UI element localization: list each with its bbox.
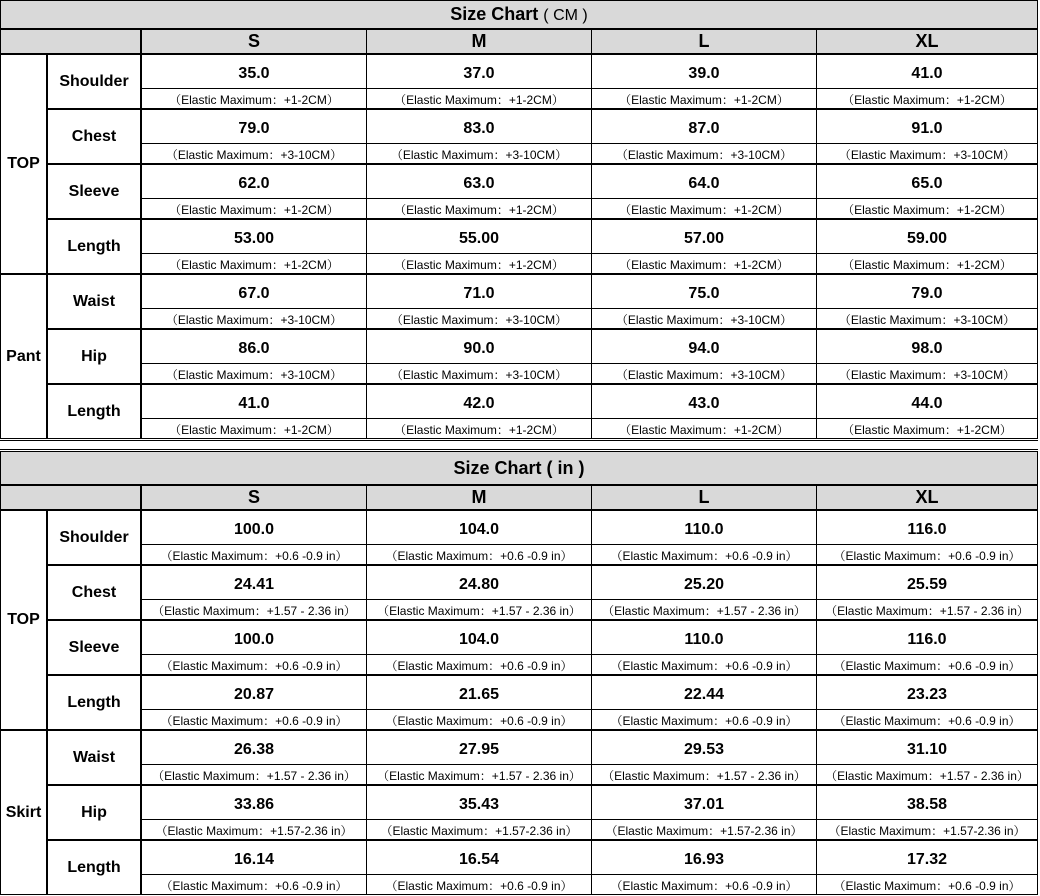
- elastic-note: （Elastic Maximum：+3-10CM）: [838, 148, 1016, 162]
- group-label-pant: Pant: [0, 274, 47, 439]
- measurement-value: 94.0: [688, 340, 720, 357]
- elastic-note: （Elastic Maximum：+1.57-2.36 in）: [380, 824, 578, 838]
- elastic-note: （Elastic Maximum：+1.57-2.36 in）: [605, 824, 803, 838]
- elastic-note: （Elastic Maximum：+1-2CM）: [619, 423, 789, 437]
- elastic-note: （Elastic Maximum：+0.6 -0.9 in）: [160, 659, 348, 673]
- elastic-note: （Elastic Maximum：+3-10CM）: [615, 368, 793, 382]
- elastic-note: （Elastic Maximum：+1-2CM）: [169, 93, 339, 107]
- header-corner-cell: [0, 485, 141, 510]
- measure-label-sleeve: Sleeve: [47, 164, 141, 219]
- elastic-note: （Elastic Maximum：+3-10CM）: [165, 313, 343, 327]
- table-cell: [141, 384, 367, 439]
- elastic-note: （Elastic Maximum：+1.57 - 2.36 in）: [377, 769, 581, 783]
- table-cell: [816, 840, 1038, 895]
- elastic-note: （Elastic Maximum：+1-2CM）: [169, 203, 339, 217]
- measurement-value: 104.0: [458, 631, 500, 648]
- size-header-s: S: [141, 485, 367, 510]
- measurement-value: 65.0: [911, 175, 943, 192]
- elastic-note: （Elastic Maximum：+0.6 -0.9 in）: [385, 714, 573, 728]
- elastic-note: （Elastic Maximum：+1.57 - 2.36 in）: [602, 604, 806, 618]
- elastic-note: （Elastic Maximum：+0.6 -0.9 in）: [160, 714, 348, 728]
- size-header-l: L: [591, 29, 817, 54]
- cell-divider: [367, 599, 591, 600]
- table-cell: [816, 620, 1038, 675]
- elastic-note: （Elastic Maximum：+3-10CM）: [390, 368, 568, 382]
- measurement-value: 75.0: [688, 285, 720, 302]
- table-cell: [366, 384, 592, 439]
- table-cell: [141, 510, 367, 565]
- measure-label-length: Length: [47, 675, 141, 730]
- elastic-note: （Elastic Maximum：+0.6 -0.9 in）: [385, 659, 573, 673]
- cell-divider: [817, 874, 1037, 875]
- measure-label-sleeve: Sleeve: [47, 620, 141, 675]
- cell-divider: [592, 599, 816, 600]
- table-cell: [816, 510, 1038, 565]
- table-cell: [816, 329, 1038, 384]
- measure-label-length: Length: [47, 384, 141, 439]
- elastic-note: （Elastic Maximum：+1.57 - 2.36 in）: [602, 769, 806, 783]
- cell-divider: [142, 874, 366, 875]
- table-cell: [141, 274, 367, 329]
- table-cell: [141, 565, 367, 620]
- elastic-note: （Elastic Maximum：+0.6 -0.9 in）: [610, 714, 798, 728]
- measure-label-shoulder: Shoulder: [47, 54, 141, 109]
- elastic-note: （Elastic Maximum：+3-10CM）: [615, 148, 793, 162]
- table-cell: [366, 510, 592, 565]
- measurement-value: 24.80: [458, 576, 500, 593]
- table-cell: [591, 510, 817, 565]
- cell-divider: [817, 654, 1037, 655]
- table-cell: [816, 164, 1038, 219]
- measurement-value: 39.0: [688, 65, 720, 82]
- measurement-value: 27.95: [458, 741, 500, 758]
- cell-divider: [142, 198, 366, 199]
- measure-label-length: Length: [47, 219, 141, 274]
- measurement-value: 17.32: [906, 851, 948, 868]
- measurement-value: 16.93: [683, 851, 725, 868]
- table-cell: [591, 785, 817, 840]
- cell-divider: [817, 198, 1037, 199]
- table-cell: [141, 329, 367, 384]
- table-cell: [141, 620, 367, 675]
- table-cell: [141, 109, 367, 164]
- elastic-note: （Elastic Maximum：+1-2CM）: [842, 423, 1012, 437]
- elastic-note: （Elastic Maximum：+0.6 -0.9 in）: [833, 879, 1021, 893]
- cell-divider: [592, 819, 816, 820]
- measure-label-chest: Chest: [47, 109, 141, 164]
- measurement-value: 31.10: [906, 741, 948, 758]
- table-cell: [366, 329, 592, 384]
- cell-divider: [142, 654, 366, 655]
- table-cell: [816, 219, 1038, 274]
- elastic-note: （Elastic Maximum：+1.57 - 2.36 in）: [152, 604, 356, 618]
- measurement-value: 59.00: [906, 230, 948, 247]
- cell-divider: [817, 363, 1037, 364]
- table-cell: [816, 675, 1038, 730]
- measurement-value: 62.0: [238, 175, 270, 192]
- table-cell: [141, 840, 367, 895]
- table-cell: [816, 274, 1038, 329]
- measurement-value: 104.0: [458, 521, 500, 538]
- measure-label-waist: Waist: [47, 274, 141, 329]
- group-label-skirt: Skirt: [0, 730, 47, 895]
- chart-title: [0, 451, 1038, 485]
- elastic-note: （Elastic Maximum：+1-2CM）: [169, 423, 339, 437]
- table-cell: [141, 785, 367, 840]
- measurement-value: 25.20: [683, 576, 725, 593]
- group-label-top: TOP: [0, 510, 47, 730]
- elastic-note: （Elastic Maximum：+1.57 - 2.36 in）: [377, 604, 581, 618]
- table-cell: [141, 730, 367, 785]
- table-cell: [591, 54, 817, 109]
- elastic-note: （Elastic Maximum：+1-2CM）: [842, 93, 1012, 107]
- measure-label-chest: Chest: [47, 565, 141, 620]
- elastic-note: （Elastic Maximum：+1-2CM）: [394, 203, 564, 217]
- measurement-value: 98.0: [911, 340, 943, 357]
- table-cell: [366, 274, 592, 329]
- cell-divider: [592, 418, 816, 419]
- measurement-value: 41.0: [911, 65, 943, 82]
- table-cell: [591, 384, 817, 439]
- cell-divider: [817, 709, 1037, 710]
- table-cell: [591, 730, 817, 785]
- cell-divider: [592, 143, 816, 144]
- size-header-l: L: [591, 485, 817, 510]
- table-cell: [366, 109, 592, 164]
- cell-divider: [367, 764, 591, 765]
- elastic-note: （Elastic Maximum：+1-2CM）: [619, 258, 789, 272]
- table-cell: [816, 785, 1038, 840]
- measurement-value: 22.44: [683, 686, 725, 703]
- table-cell: [816, 384, 1038, 439]
- measurement-value: 44.0: [911, 395, 943, 412]
- measurement-value: 91.0: [911, 120, 943, 137]
- elastic-note: （Elastic Maximum：+1.57-2.36 in）: [155, 824, 353, 838]
- measurement-value: 43.0: [688, 395, 720, 412]
- elastic-note: （Elastic Maximum：+0.6 -0.9 in）: [833, 714, 1021, 728]
- cell-divider: [142, 253, 366, 254]
- cell-divider: [817, 544, 1037, 545]
- elastic-note: （Elastic Maximum：+0.6 -0.9 in）: [385, 879, 573, 893]
- measurement-value: 38.58: [906, 796, 948, 813]
- cell-divider: [367, 198, 591, 199]
- elastic-note: （Elastic Maximum：+0.6 -0.9 in）: [833, 659, 1021, 673]
- measurement-value: 37.0: [463, 65, 495, 82]
- measurement-value: 16.14: [233, 851, 275, 868]
- measurement-value: 20.87: [233, 686, 275, 703]
- table-cell: [366, 620, 592, 675]
- measurement-value: 29.53: [683, 741, 725, 758]
- table-cell: [591, 109, 817, 164]
- cell-divider: [592, 308, 816, 309]
- elastic-note: （Elastic Maximum：+0.6 -0.9 in）: [833, 549, 1021, 563]
- measurement-value: 79.0: [238, 120, 270, 137]
- cell-divider: [592, 764, 816, 765]
- measurement-value: 16.54: [458, 851, 500, 868]
- table-cell: [591, 164, 817, 219]
- cell-divider: [367, 253, 591, 254]
- size-header-m: M: [366, 29, 592, 54]
- table-cell: [366, 840, 592, 895]
- table-cell: [366, 785, 592, 840]
- table-cell: [591, 675, 817, 730]
- elastic-note: （Elastic Maximum：+1-2CM）: [394, 258, 564, 272]
- chart-separator: [0, 440, 1038, 450]
- cell-divider: [367, 363, 591, 364]
- elastic-note: （Elastic Maximum：+1-2CM）: [619, 203, 789, 217]
- measure-label-length: Length: [47, 840, 141, 895]
- elastic-note: （Elastic Maximum：+1.57-2.36 in）: [828, 824, 1026, 838]
- measurement-value: 86.0: [238, 340, 270, 357]
- table-cell: [141, 219, 367, 274]
- cell-divider: [142, 88, 366, 89]
- elastic-note: （Elastic Maximum：+1.57 - 2.36 in）: [825, 769, 1029, 783]
- cell-divider: [142, 599, 366, 600]
- cell-divider: [817, 88, 1037, 89]
- cell-divider: [592, 654, 816, 655]
- measurement-value: 64.0: [688, 175, 720, 192]
- elastic-note: （Elastic Maximum：+3-10CM）: [838, 368, 1016, 382]
- measurement-value: 83.0: [463, 120, 495, 137]
- elastic-note: （Elastic Maximum：+0.6 -0.9 in）: [385, 549, 573, 563]
- cell-divider: [592, 253, 816, 254]
- measurement-value: 35.43: [458, 796, 500, 813]
- chart-title-unit: ( CM ): [543, 7, 588, 24]
- cell-divider: [142, 709, 366, 710]
- cell-divider: [142, 363, 366, 364]
- measurement-value: 63.0: [463, 175, 495, 192]
- cell-divider: [142, 308, 366, 309]
- elastic-note: （Elastic Maximum：+3-10CM）: [838, 313, 1016, 327]
- chart-title-text: Size Chart: [450, 4, 539, 24]
- measurement-value: 42.0: [463, 395, 495, 412]
- measurement-value: 55.00: [458, 230, 500, 247]
- elastic-note: （Elastic Maximum：+1-2CM）: [619, 93, 789, 107]
- measurement-value: 110.0: [684, 631, 724, 648]
- cell-divider: [817, 253, 1037, 254]
- elastic-note: （Elastic Maximum：+0.6 -0.9 in）: [160, 549, 348, 563]
- measurement-value: 57.00: [683, 230, 725, 247]
- measurement-value: 35.0: [238, 65, 270, 82]
- elastic-note: （Elastic Maximum：+3-10CM）: [165, 148, 343, 162]
- cell-divider: [367, 654, 591, 655]
- header-corner-cell: [0, 29, 141, 54]
- table-cell: [816, 54, 1038, 109]
- elastic-note: （Elastic Maximum：+3-10CM）: [165, 368, 343, 382]
- measurement-value: 100.0: [233, 521, 275, 538]
- size-header-s: S: [141, 29, 367, 54]
- elastic-note: （Elastic Maximum：+0.6 -0.9 in）: [610, 549, 798, 563]
- measurement-value: 71.0: [463, 285, 495, 302]
- elastic-note: （Elastic Maximum：+1.57 - 2.36 in）: [825, 604, 1029, 618]
- cell-divider: [367, 544, 591, 545]
- group-label-top: TOP: [0, 54, 47, 274]
- cell-divider: [817, 308, 1037, 309]
- elastic-note: （Elastic Maximum：+1-2CM）: [842, 203, 1012, 217]
- size-header-xl: XL: [816, 485, 1038, 510]
- size-header-m: M: [366, 485, 592, 510]
- cell-divider: [817, 418, 1037, 419]
- cell-divider: [592, 363, 816, 364]
- table-cell: [366, 565, 592, 620]
- table-cell: [591, 274, 817, 329]
- table-cell: [591, 329, 817, 384]
- cell-divider: [817, 819, 1037, 820]
- cell-divider: [817, 599, 1037, 600]
- measurement-value: 21.65: [458, 686, 500, 703]
- table-cell: [366, 164, 592, 219]
- table-cell: [591, 219, 817, 274]
- measurement-value: 100.0: [233, 631, 275, 648]
- elastic-note: （Elastic Maximum：+1-2CM）: [842, 258, 1012, 272]
- cell-divider: [367, 308, 591, 309]
- cell-divider: [367, 143, 591, 144]
- elastic-note: （Elastic Maximum：+3-10CM）: [615, 313, 793, 327]
- table-cell: [366, 675, 592, 730]
- cell-divider: [142, 819, 366, 820]
- measurement-value: 33.86: [233, 796, 275, 813]
- elastic-note: （Elastic Maximum：+0.6 -0.9 in）: [160, 879, 348, 893]
- measurement-value: 67.0: [238, 285, 270, 302]
- elastic-note: （Elastic Maximum：+1-2CM）: [394, 93, 564, 107]
- cell-divider: [367, 709, 591, 710]
- measurement-value: 26.38: [233, 741, 275, 758]
- cell-divider: [367, 819, 591, 820]
- elastic-note: （Elastic Maximum：+1-2CM）: [169, 258, 339, 272]
- measurement-value: 24.41: [233, 576, 275, 593]
- cell-divider: [817, 764, 1037, 765]
- table-cell: [591, 565, 817, 620]
- chart-title-text: Size Chart: [453, 458, 542, 478]
- cell-divider: [592, 874, 816, 875]
- cell-divider: [367, 874, 591, 875]
- table-cell: [816, 730, 1038, 785]
- chart-title-unit: ( in ): [546, 458, 585, 478]
- measure-label-hip: Hip: [47, 785, 141, 840]
- table-cell: [141, 54, 367, 109]
- cell-divider: [142, 764, 366, 765]
- table-cell: [366, 54, 592, 109]
- elastic-note: （Elastic Maximum：+3-10CM）: [390, 313, 568, 327]
- table-cell: [366, 730, 592, 785]
- table-cell: [366, 219, 592, 274]
- measurement-value: 25.59: [906, 576, 948, 593]
- table-cell: [141, 164, 367, 219]
- cell-divider: [592, 198, 816, 199]
- elastic-note: （Elastic Maximum：+1-2CM）: [394, 423, 564, 437]
- measurement-value: 90.0: [463, 340, 495, 357]
- elastic-note: （Elastic Maximum：+0.6 -0.9 in）: [610, 659, 798, 673]
- cell-divider: [592, 709, 816, 710]
- measurement-value: 23.23: [906, 686, 948, 703]
- table-cell: [141, 675, 367, 730]
- table-cell: [816, 565, 1038, 620]
- measurement-value: 116.0: [907, 631, 947, 648]
- elastic-note: （Elastic Maximum：+1.57 - 2.36 in）: [152, 769, 356, 783]
- cell-divider: [142, 143, 366, 144]
- cell-divider: [592, 544, 816, 545]
- cell-divider: [592, 88, 816, 89]
- table-cell: [591, 620, 817, 675]
- measurement-value: 110.0: [684, 521, 724, 538]
- measurement-value: 37.01: [683, 796, 725, 813]
- measurement-value: 79.0: [911, 285, 943, 302]
- measure-label-waist: Waist: [47, 730, 141, 785]
- elastic-note: （Elastic Maximum：+3-10CM）: [390, 148, 568, 162]
- cell-divider: [367, 88, 591, 89]
- cell-divider: [142, 544, 366, 545]
- measurement-value: 87.0: [688, 120, 720, 137]
- measurement-value: 41.0: [238, 395, 270, 412]
- table-cell: [591, 840, 817, 895]
- cell-divider: [142, 418, 366, 419]
- chart-title: [0, 0, 1038, 29]
- measure-label-shoulder: Shoulder: [47, 510, 141, 565]
- elastic-note: （Elastic Maximum：+0.6 -0.9 in）: [610, 879, 798, 893]
- size-header-xl: XL: [816, 29, 1038, 54]
- measurement-value: 53.00: [233, 230, 275, 247]
- measure-label-hip: Hip: [47, 329, 141, 384]
- table-cell: [816, 109, 1038, 164]
- cell-divider: [817, 143, 1037, 144]
- cell-divider: [367, 418, 591, 419]
- measurement-value: 116.0: [907, 521, 947, 538]
